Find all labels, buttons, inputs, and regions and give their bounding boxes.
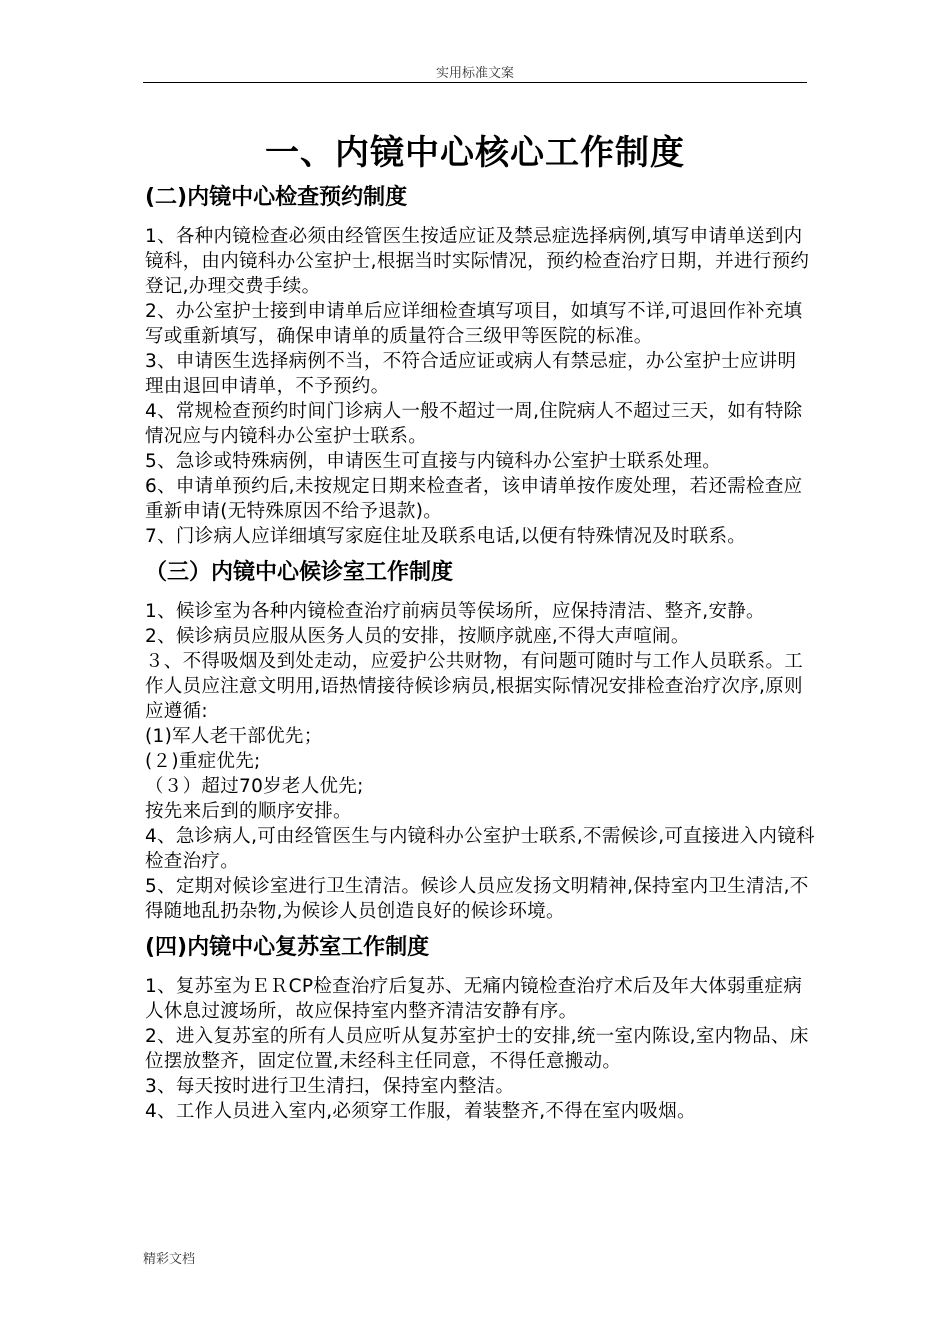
paragraph: 1、复苏室为ＥＲCP检查治疗后复苏、无痛内镜检查治疗术后及年大体弱重症病人休息过渡场所，故应保持室内整齐清洁安静有序。 bbox=[145, 976, 803, 1022]
paragraph: 6、申请单预约后,未按规定日期来检查者，该申请单按作废处理，若还需检查应重新申请(无特殊原因不给予退款)。 bbox=[145, 476, 803, 522]
section-title: (二)内镜中心检查预约制度 bbox=[145, 185, 408, 210]
paragraph: (２)重症优先; bbox=[145, 751, 261, 772]
page-header: 实用标准文案 bbox=[435, 66, 514, 81]
document-body bbox=[145, 182, 815, 1124]
page-title: 一、内镜中心核心工作制度 bbox=[265, 133, 685, 173]
paragraph: ３、不得吸烟及到处走动，应爱护公共财物，有问题可随时与工作人员联系。工作人员应注意文明用,语热情接待候诊病员,根据实际情况安排检查治疗次序,原则应遵循: bbox=[145, 651, 804, 722]
paragraph: 2、候诊病员应服从医务人员的安排，按顺序就座,不得大声喧闹。 bbox=[145, 626, 690, 647]
paragraph: 按先来后到的顺序安排。 bbox=[145, 801, 352, 822]
paragraph: 5、定期对候诊室进行卫生清洁。候诊人员应发扬文明精神,保持室内卫生清洁,不得随地乱扔杂物,为候诊人员创造良好的候诊环境。 bbox=[145, 876, 809, 922]
paragraph: 3、每天按时进行卫生清扫，保持室内整洁。 bbox=[145, 1076, 515, 1097]
paragraph: 2、办公室护士接到申请单后应详细检查填写项目，如填写不详,可退回作补充填写或重新填写，确保申请单的质量符合三级甲等医院的标准。 bbox=[145, 301, 803, 347]
paragraph: 4、常规检查预约时间门诊病人一般不超过一周,住院病人不超过三天，如有特除情况应与内镜科办公室护士联系。 bbox=[145, 401, 803, 447]
section-title: (四)内镜中心复苏室工作制度 bbox=[145, 935, 430, 960]
section-recovery-room bbox=[145, 932, 815, 1124]
paragraph: 4、工作人员进入室内,必须穿工作服，着装整齐,不得在室内吸烟。 bbox=[145, 1101, 696, 1122]
paragraph: 1、候诊室为各种内镜检查治疗前病员等侯场所，应保持清洁、整齐,安静。 bbox=[145, 601, 765, 622]
paragraph: 3、申请医生选择病例不当，不符合适应证或病人有禁忌症，办公室护士应讲明理由退回申请单，不予预约。 bbox=[145, 351, 797, 397]
paragraph: (1)军人老干部优先； bbox=[145, 726, 323, 747]
page-footer: 精彩文档 bbox=[143, 1252, 196, 1267]
paragraph: （３）超过70岁老人优先; bbox=[145, 776, 364, 797]
section-title: （三）内镜中心候诊室工作制度 bbox=[145, 560, 454, 585]
paragraph: 2、进入复苏室的所有人员应听从复苏室护士的安排,统一室内陈设,室内物品、床位摆放整齐，固定位置,未经科主任同意，不得任意搬动。 bbox=[145, 1026, 809, 1072]
section-waiting-room bbox=[145, 557, 815, 924]
header-divider bbox=[143, 82, 807, 83]
paragraph: 7、门诊病人应详细填写家庭住址及联系电话,以便有特殊情况及时联系。 bbox=[145, 526, 747, 547]
paragraph: 4、急诊病人,可由经管医生与内镜科办公室护士联系,不需候诊,可直接进入内镜科检查治疗。 bbox=[145, 826, 815, 872]
section-appointment bbox=[145, 182, 815, 549]
paragraph: 1、各种内镜检查必须由经管医生按适应证及禁忌症选择病例,填写申请单送到内镜科，由内镜科办公室护士,根据当时实际情况，预约检查治疗日期，并进行预约登记,办理交费手续。 bbox=[145, 226, 810, 297]
paragraph: 5、急诊或特殊病例，申请医生可直接与内镜科办公室护士联系处理。 bbox=[145, 451, 722, 472]
